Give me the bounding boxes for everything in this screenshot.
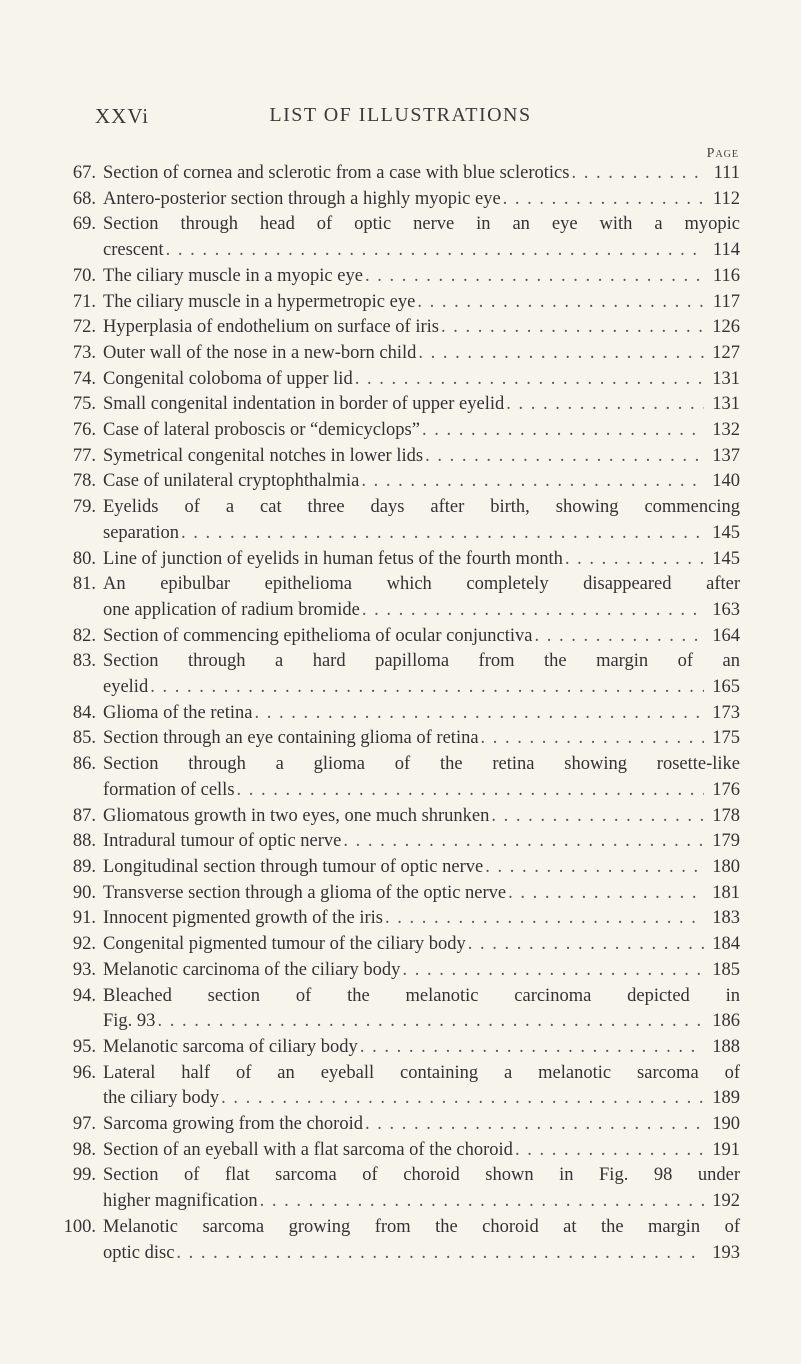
figure-number: 82. xyxy=(72,625,96,646)
dot-leader xyxy=(506,392,704,418)
list-item xyxy=(62,726,740,752)
dot-leader xyxy=(157,1009,704,1035)
dot-leader xyxy=(534,624,704,650)
entry-line xyxy=(62,984,740,1010)
figure-number: 93. xyxy=(72,959,96,980)
figure-number: 94. xyxy=(72,985,96,1006)
entry-line xyxy=(62,1215,740,1241)
dot-leader xyxy=(343,829,704,855)
dot-leader xyxy=(402,958,704,984)
dot-leader xyxy=(417,290,704,316)
list-item xyxy=(62,1163,740,1214)
caption-text: Congenital coloboma of upper lid xyxy=(103,368,353,389)
dot-leader xyxy=(425,444,704,470)
page-reference: 173 xyxy=(712,702,740,723)
entry-line xyxy=(62,1061,740,1087)
dot-leader xyxy=(355,367,704,393)
page-reference: 175 xyxy=(712,728,740,749)
entry-line xyxy=(62,572,740,598)
caption-text: formation of cells xyxy=(103,779,235,800)
entry-line xyxy=(62,418,740,444)
entry-line xyxy=(62,264,740,290)
figure-number: 72. xyxy=(72,317,96,338)
caption-text: Fig. 93 xyxy=(103,1011,156,1032)
page-reference: 181 xyxy=(712,882,740,903)
entry-line xyxy=(62,804,740,830)
caption-text: An epibulbar epithelioma which completely disappeared after xyxy=(103,574,740,595)
entry-line xyxy=(62,367,740,393)
dot-leader xyxy=(515,1138,704,1164)
dot-leader xyxy=(491,804,704,830)
entry-line xyxy=(62,1035,740,1061)
caption-text: Symetrical congenital notches in lower lids xyxy=(103,445,424,466)
dot-leader xyxy=(503,187,704,213)
page-reference: 189 xyxy=(712,1088,740,1109)
entry-line xyxy=(62,521,740,547)
figure-number: 85. xyxy=(72,728,96,749)
page-reference: 178 xyxy=(712,805,740,826)
caption-text: eyelid xyxy=(103,677,149,698)
figure-number: 81. xyxy=(72,574,96,595)
dot-leader xyxy=(468,932,704,958)
entry-line xyxy=(62,444,740,470)
entry-line xyxy=(62,778,740,804)
page-reference: 192 xyxy=(712,1191,740,1212)
page-reference: 137 xyxy=(712,445,740,466)
dot-leader xyxy=(485,855,704,881)
page-reference: 188 xyxy=(712,1036,740,1057)
entry-line xyxy=(62,315,740,341)
entry-line xyxy=(62,161,740,187)
list-item xyxy=(62,1112,740,1138)
page-reference: 176 xyxy=(712,779,740,800)
list-item xyxy=(62,1035,740,1061)
list-item xyxy=(62,495,740,546)
caption-text: Antero-posterior section through a highly myopic eye xyxy=(103,188,501,209)
caption-text: Section of cornea and sclerotic from a case with blue sclerotics xyxy=(103,163,570,183)
list-item xyxy=(62,906,740,932)
list-item xyxy=(62,855,740,881)
page-reference: 179 xyxy=(712,831,740,852)
list-item xyxy=(62,290,740,316)
figure-number: 100. xyxy=(63,1216,96,1237)
caption-text: The ciliary muscle in a myopic eye xyxy=(103,265,363,286)
list-item xyxy=(62,829,740,855)
caption-text: crescent xyxy=(103,240,164,261)
entry-line xyxy=(62,958,740,984)
dot-leader xyxy=(255,701,705,727)
figure-number: 80. xyxy=(72,548,96,569)
page-reference: 131 xyxy=(712,394,740,415)
dot-leader xyxy=(362,598,704,624)
dot-leader xyxy=(385,906,704,932)
caption-text: Sarcoma growing from the choroid xyxy=(103,1114,363,1135)
list-item xyxy=(62,444,740,470)
list-item xyxy=(62,547,740,573)
dot-leader xyxy=(166,238,704,264)
page-reference: 190 xyxy=(712,1114,740,1135)
list-item xyxy=(62,469,740,495)
list-item xyxy=(62,315,740,341)
running-page-number: XXVi xyxy=(95,104,150,128)
dot-leader xyxy=(361,469,704,495)
caption-text: Longitudinal section through tumour of optic nerve xyxy=(103,856,484,877)
list-item xyxy=(62,572,740,623)
list-item xyxy=(62,367,740,393)
entry-line xyxy=(62,726,740,752)
list-item xyxy=(62,624,740,650)
dot-leader xyxy=(260,1189,704,1215)
entry-line xyxy=(62,495,740,521)
list-item xyxy=(62,1138,740,1164)
figure-number: 74. xyxy=(72,368,96,389)
list-item xyxy=(62,984,740,1035)
page-column-heading: Page xyxy=(706,146,739,161)
caption-text: Melanotic sarcoma growing from the choroid at the margin of xyxy=(103,1216,740,1237)
list-item xyxy=(62,418,740,444)
figure-number: 92. xyxy=(72,934,96,955)
caption-text: Case of unilateral cryptophthalmia xyxy=(103,471,360,492)
figure-number: 69. xyxy=(72,214,96,235)
caption-text: Melanotic sarcoma of ciliary body xyxy=(103,1036,358,1057)
page-reference: 191 xyxy=(712,1139,740,1160)
figure-number: 95. xyxy=(72,1036,96,1057)
caption-text: Section of an eyeball with a flat sarcoma of the choroid xyxy=(103,1139,513,1160)
figure-number: 70. xyxy=(72,265,96,286)
entry-line xyxy=(62,752,740,778)
figure-number: 73. xyxy=(72,342,96,363)
page-reference: 111 xyxy=(713,163,740,183)
caption-text: Innocent pigmented growth of the iris xyxy=(103,908,384,929)
entry-line xyxy=(62,649,740,675)
dot-leader xyxy=(441,315,704,341)
page-reference: 140 xyxy=(712,471,740,492)
entry-line xyxy=(62,547,740,573)
running-title: LIST OF ILLUSTRATIONS xyxy=(269,104,532,126)
entry-line xyxy=(62,187,740,213)
list-item xyxy=(62,1061,740,1112)
figure-number: 89. xyxy=(72,856,96,877)
figure-number: 99. xyxy=(72,1165,96,1186)
caption-text: separation xyxy=(103,522,180,543)
dot-leader xyxy=(360,1035,704,1061)
caption-text: the ciliary body xyxy=(103,1088,220,1109)
caption-text: The ciliary muscle in a hypermetropic eye xyxy=(103,291,416,312)
caption-text: Line of junction of eyelids in human fetus of the fourth month xyxy=(103,548,563,569)
caption-text: Eyelids of a cat three days after birth, showing commencing xyxy=(103,497,740,518)
caption-text: Gliomatous growth in two eyes, one much shrunken xyxy=(103,805,490,826)
figure-number: 91. xyxy=(72,908,96,929)
list-item xyxy=(62,341,740,367)
caption-text: Small congenital indentation in border of upper eyelid xyxy=(103,394,505,415)
page-reference: 164 xyxy=(712,625,740,646)
figure-number: 87. xyxy=(72,805,96,826)
figure-number: 97. xyxy=(72,1114,96,1135)
page-reference: 126 xyxy=(712,317,740,338)
figure-number: 77. xyxy=(72,445,96,466)
entry-line xyxy=(62,624,740,650)
page-reference: 184 xyxy=(712,934,740,955)
figure-number: 86. xyxy=(72,754,96,775)
list-item xyxy=(62,1215,740,1266)
page-reference: 117 xyxy=(712,291,740,312)
list-item xyxy=(62,161,740,187)
list-item xyxy=(62,187,740,213)
page-reference: 180 xyxy=(712,856,740,877)
entry-line xyxy=(62,212,740,238)
figure-number: 78. xyxy=(72,471,96,492)
caption-text: Hyperplasia of endothelium on surface of iris xyxy=(103,317,439,338)
dot-leader xyxy=(571,161,704,187)
caption-text: Section of flat sarcoma of choroid shown in Fig. 98 under xyxy=(103,1165,740,1186)
entry-line xyxy=(62,341,740,367)
figure-number: 88. xyxy=(72,831,96,852)
caption-text: Glioma of the retina xyxy=(103,702,253,723)
page-reference: 186 xyxy=(712,1011,740,1032)
entry-line xyxy=(62,598,740,624)
dot-leader xyxy=(422,418,704,444)
entry-line xyxy=(62,238,740,264)
figure-number: 90. xyxy=(72,882,96,903)
entry-line xyxy=(62,1086,740,1112)
entry-line xyxy=(62,855,740,881)
entry-line xyxy=(62,1163,740,1189)
caption-text: Intradural tumour of optic nerve xyxy=(103,831,342,852)
figure-number: 75. xyxy=(72,394,96,415)
entry-line xyxy=(62,906,740,932)
figure-number: 96. xyxy=(72,1062,96,1083)
entry-line xyxy=(62,829,740,855)
dot-leader xyxy=(176,1241,704,1267)
page-reference: 127 xyxy=(712,342,740,363)
entry-line xyxy=(62,701,740,727)
caption-text: Section through a hard papilloma from the margin of an xyxy=(103,651,740,672)
dot-leader xyxy=(508,881,704,907)
entry-line xyxy=(62,1138,740,1164)
illustration-list xyxy=(62,161,740,1266)
figure-number: 84. xyxy=(72,702,96,723)
entry-line xyxy=(62,1112,740,1138)
figure-number: 68. xyxy=(72,188,96,209)
caption-text: Section through a glioma of the retina showing rosette-like xyxy=(103,754,740,775)
list-item xyxy=(62,752,740,803)
caption-text: Case of lateral proboscis or “demicyclops” xyxy=(103,420,420,441)
figure-number: 67. xyxy=(72,163,96,183)
figure-number: 98. xyxy=(72,1139,96,1160)
page-reference: 114 xyxy=(712,240,740,261)
page-reference: 145 xyxy=(712,548,740,569)
entry-line xyxy=(62,290,740,316)
list-item xyxy=(62,881,740,907)
dot-leader xyxy=(221,1086,704,1112)
caption-text: Section through head of optic nerve in an eye with a myopic xyxy=(103,214,740,235)
caption-text: optic disc xyxy=(103,1242,175,1263)
figure-number: 76. xyxy=(72,420,96,441)
list-item xyxy=(62,804,740,830)
dot-leader xyxy=(365,1112,704,1138)
entry-line xyxy=(62,675,740,701)
page-reference: 131 xyxy=(712,368,740,389)
caption-text: Transverse section through a glioma of the optic nerve xyxy=(103,882,507,903)
entry-line xyxy=(62,1189,740,1215)
list-item xyxy=(62,701,740,727)
list-item xyxy=(62,392,740,418)
caption-text: Lateral half of an eyeball containing a melanotic sarcoma of xyxy=(103,1062,740,1083)
entry-line xyxy=(62,392,740,418)
page-reference: 193 xyxy=(712,1242,740,1263)
caption-text: Outer wall of the nose in a new-born child xyxy=(103,342,417,363)
page-reference: 112 xyxy=(712,188,740,209)
dot-leader xyxy=(150,675,704,701)
caption-text: higher magnification xyxy=(103,1191,258,1212)
caption-text: one application of radium bromide xyxy=(103,599,360,620)
list-item xyxy=(62,958,740,984)
list-item xyxy=(62,264,740,290)
caption-text: Section through an eye containing glioma of retina xyxy=(103,728,479,749)
page-reference: 116 xyxy=(712,265,740,286)
dot-leader xyxy=(365,264,704,290)
page-reference: 132 xyxy=(712,420,740,441)
figure-number: 79. xyxy=(72,497,96,518)
dot-leader xyxy=(181,521,704,547)
caption-text: Melanotic carcinoma of the ciliary body xyxy=(103,959,401,980)
caption-text: Bleached section of the melanotic carcinoma depicted in xyxy=(103,985,740,1006)
page-reference: 163 xyxy=(712,599,740,620)
figure-number: 71. xyxy=(72,291,96,312)
caption-text: Section of commencing epithelioma of ocular conjunctiva xyxy=(103,625,533,646)
page-reference: 183 xyxy=(712,908,740,929)
page-reference: 165 xyxy=(712,677,740,698)
list-item xyxy=(62,932,740,958)
entry-line xyxy=(62,932,740,958)
page-reference: 185 xyxy=(712,959,740,980)
dot-leader xyxy=(237,778,704,804)
figure-number: 83. xyxy=(72,651,96,672)
page-reference: 145 xyxy=(712,522,740,543)
entry-line xyxy=(62,881,740,907)
entry-line xyxy=(62,1241,740,1267)
dot-leader xyxy=(481,726,704,752)
entry-line xyxy=(62,469,740,495)
caption-text: Congenital pigmented tumour of the ciliary body xyxy=(103,934,466,955)
dot-leader xyxy=(418,341,704,367)
entry-line xyxy=(62,1009,740,1035)
list-item xyxy=(62,649,740,700)
dot-leader xyxy=(565,547,704,573)
list-item xyxy=(62,212,740,263)
